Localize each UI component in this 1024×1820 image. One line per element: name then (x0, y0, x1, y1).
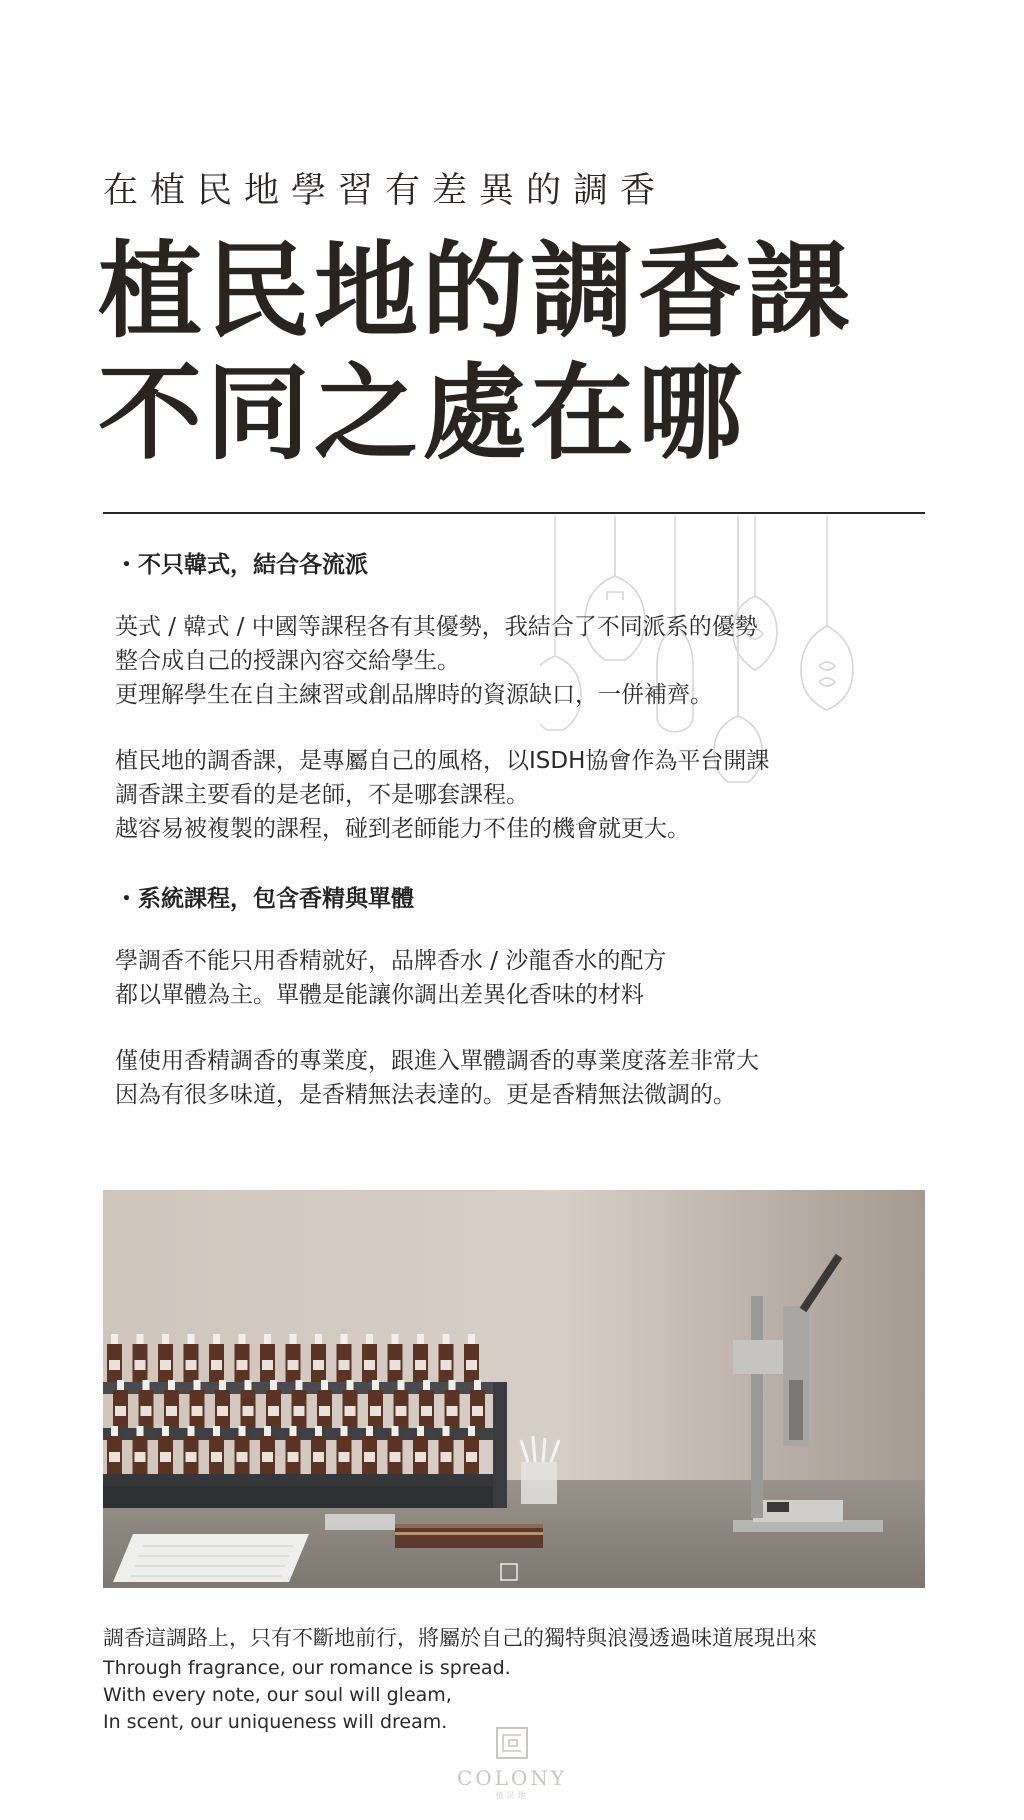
paragraph-line: 學調香不能只用香精就好，品牌香水 / 沙龍香水的配方 (115, 948, 667, 974)
bottle-dropper (315, 1334, 322, 1344)
title-line-1: 植民地的調香課 (98, 230, 855, 352)
caption-en-line-2: With every note, our soul will gleam, (103, 1684, 452, 1706)
bottle-dropper (239, 1426, 246, 1436)
bottle-dropper (239, 1334, 246, 1344)
bottle-label (447, 1406, 458, 1416)
bottle-dropper (213, 1334, 220, 1344)
bottle-dropper (290, 1426, 297, 1436)
bottle-dropper (392, 1426, 399, 1436)
paragraph-line: 都以單體為主。單體是能讓你調出差異化香味的材料 (115, 982, 644, 1008)
bottle-dropper (117, 1380, 124, 1390)
kicker-text: 在植民地學習有差異的調香 (103, 171, 668, 211)
bottle-dropper (468, 1334, 475, 1344)
section-1-paragraph-2 (115, 744, 769, 846)
bottle-label (141, 1406, 152, 1416)
bottle-label (415, 1360, 426, 1370)
section-2-heading: ・系統課程，包含香精與單體 (115, 886, 414, 912)
bottle-label (339, 1360, 350, 1370)
bottle-dropper (417, 1426, 424, 1436)
bottle-dropper (219, 1380, 226, 1390)
bottle-dropper (449, 1380, 456, 1390)
bottle-label (262, 1452, 273, 1462)
title-line-2: 不同之處在哪 (98, 352, 747, 474)
bottle-label (472, 1406, 483, 1416)
paragraph-line: 更理解學生在自主練習或創品牌時的資源缺口，一併補齊。 (115, 682, 713, 708)
bottle-dropper (468, 1426, 475, 1436)
bottle-dropper (296, 1380, 303, 1390)
bottle-dropper (372, 1380, 379, 1390)
bottle-label (415, 1452, 426, 1462)
bottle-label (135, 1360, 146, 1370)
bottle-dropper (188, 1334, 195, 1344)
paragraph-line: 僅使用香精調香的專業度，跟進入單體調香的專業度落差非常大 (115, 1048, 759, 1074)
bottle-dropper (168, 1380, 175, 1390)
bottle-dropper (321, 1380, 328, 1390)
bottle-dropper (264, 1426, 271, 1436)
paragraph-line: 調香課主要看的是老師，不是哪套課程。 (115, 782, 529, 808)
colony-logo (452, 1726, 572, 1801)
caption-en-line-1: Through fragrance, our romance is spread. (103, 1657, 511, 1679)
bottle-label (115, 1406, 126, 1416)
logo-wordmark: COLONY (456, 1766, 568, 1790)
bottle-dropper (443, 1334, 450, 1344)
bottle-label (313, 1360, 324, 1370)
paragraph-line: 英式 / 韓式 / 中國等課程各有其優勢，我結合了不同派系的優勢 (115, 614, 758, 640)
logo-subtitle: 植民地 (495, 1791, 529, 1800)
bottle-dropper (111, 1334, 118, 1344)
bottle-label (186, 1360, 197, 1370)
bottle-label (390, 1452, 401, 1462)
bottle-dropper (162, 1334, 169, 1344)
bottle-label (421, 1406, 432, 1416)
page-title (98, 230, 854, 474)
bottle-dropper (366, 1334, 373, 1344)
bottle-label (466, 1360, 477, 1370)
section-2-paragraph-1 (115, 944, 666, 1012)
bottle-dropper (194, 1380, 201, 1390)
bottle-dropper (188, 1426, 195, 1436)
bottle-dropper (474, 1380, 481, 1390)
bottle-label (466, 1452, 477, 1462)
bottle-label (166, 1406, 177, 1416)
bottle-dropper (213, 1426, 220, 1436)
bottle-label (319, 1406, 330, 1416)
caption-en-line-3: In scent, our uniqueness will dream. (103, 1711, 448, 1733)
section-1-paragraph-1 (115, 610, 758, 712)
bottle-dropper (245, 1380, 252, 1390)
bottle-label (160, 1360, 171, 1370)
bottle-label (370, 1406, 381, 1416)
bottle-label (364, 1360, 375, 1370)
bottle-label (237, 1452, 248, 1462)
perfume-studio-photo (103, 1190, 925, 1588)
bottle-label (339, 1452, 350, 1462)
section-1-heading: ・不只韓式，結合各流派 (115, 552, 368, 578)
paragraph-line: 整合成自己的授課內容交給學生。 (115, 648, 460, 674)
bottle-label (243, 1406, 254, 1416)
bottle-dropper (137, 1334, 144, 1344)
bottle-dropper (341, 1334, 348, 1344)
bottle-label (135, 1452, 146, 1462)
bottle-label (262, 1360, 273, 1370)
bottle-dropper (443, 1426, 450, 1436)
bottle-label (441, 1360, 452, 1370)
bottle-label (217, 1406, 228, 1416)
paragraph-line: 植民地的調香課，是專屬自己的風格，以ISDH協會作為平台開課 (115, 748, 770, 774)
divider (103, 512, 925, 514)
bottle-label (294, 1406, 305, 1416)
bottle-label (268, 1406, 279, 1416)
bottle-dropper (341, 1426, 348, 1436)
bottle-label (186, 1452, 197, 1462)
bottle-label (288, 1360, 299, 1370)
bottle-label (288, 1452, 299, 1462)
bottle-dropper (137, 1426, 144, 1436)
bottle-label (109, 1360, 120, 1370)
bottle-dropper (111, 1426, 118, 1436)
bottle-dropper (392, 1334, 399, 1344)
paragraph-line: 越容易被複製的課程，碰到老師能力不佳的機會就更大。 (115, 816, 690, 842)
paragraph-line: 因為有很多味道，是香精無法表達的。更是香精無法微調的。 (115, 1082, 736, 1108)
bottle-label (345, 1406, 356, 1416)
bottle-dropper (264, 1334, 271, 1344)
bottle-dropper (162, 1426, 169, 1436)
bottle-dropper (398, 1380, 405, 1390)
bottle-label (211, 1452, 222, 1462)
bottle-dropper (347, 1380, 354, 1390)
bottle-label (441, 1452, 452, 1462)
bottle-label (390, 1360, 401, 1370)
bottle-dropper (315, 1426, 322, 1436)
bottle-dropper (423, 1380, 430, 1390)
bottle-dropper (290, 1334, 297, 1344)
bottle-dropper (270, 1380, 277, 1390)
bottle-dropper (366, 1426, 373, 1436)
bottle-label (211, 1360, 222, 1370)
bottle-label (160, 1452, 171, 1462)
bottle-dropper (417, 1334, 424, 1344)
colony-emblem-icon (495, 1726, 529, 1760)
bottle-dropper (143, 1380, 150, 1390)
bottle-label (109, 1452, 120, 1462)
bottle-label (364, 1452, 375, 1462)
closing-caption (103, 1625, 817, 1736)
section-2-paragraph-2 (115, 1044, 759, 1112)
caption-zh: 調香這調路上，只有不斷地前行，將屬於自己的獨特與浪漫透過味道展現出來 (103, 1626, 817, 1650)
bottle-label (192, 1406, 203, 1416)
bottle-label (237, 1360, 248, 1370)
bottle-label (396, 1406, 407, 1416)
bottle-label (313, 1452, 324, 1462)
